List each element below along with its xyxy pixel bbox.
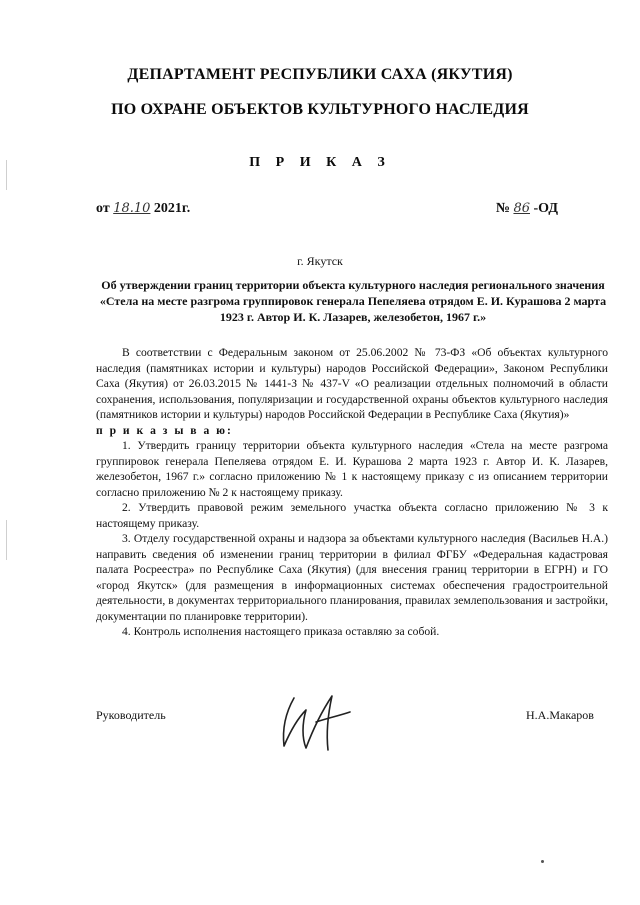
order-subject: Об утверждении границ территории объекта культурного наследия регионального значения «Стела на месте разгрома группировок генерала Пепеляева отрядом Е. И. Курашова 2 марта 1923 г. Автор И. К. Лазарев, железобетон, 1967 г.» <box>99 278 607 324</box>
date-prefix: от <box>96 201 110 216</box>
preamble-paragraph: В соответствии с Федеральным законом от 25.06.2002 № 73-ФЗ «Об объектах культурного наследия (памятниках истории и культуры) народов Российской Федерации», Законом Республики Саха (Якутия) от 26.03.2015 № 1441-З № 437-V «О реализации отдельных полномочий в области сохранения, использования, популяризации и государственной охраны объектов культурного наследия (памятников истории и культуры) народов Российской Федерации в Республике Саха (Якутия)» <box>96 346 608 421</box>
document-title: П Р И К А З <box>249 155 391 170</box>
item-2: 2. Утвердить правовой режим земельного участка объекта согласно приложению № 3 к настоящему приказу. <box>96 501 608 530</box>
signer-name: Н.А.Макаров <box>526 708 594 722</box>
date-handwritten: 18.10 <box>113 201 151 216</box>
item-4: 4. Контроль исполнения настоящего приказа оставляю за собой. <box>122 625 440 638</box>
handwritten-signature <box>272 688 362 754</box>
city: г. Якутск <box>297 254 343 268</box>
scan-edge-mark <box>6 520 7 560</box>
number-prefix: № <box>495 201 510 216</box>
item-1: 1. Утвердить границу территории объекта культурного наследия «Стела на месте разгрома группировок генерала Пепеляева отрядом Е. И. Курашова 2 марта 1923 г. Автор И. К. Лазарев, железобетон, 1967 г.» согласно приложению № 1 к настоящему приказу с из описанием территории согласно приложению № 2 к настоящему приказу. <box>96 439 608 499</box>
order-number <box>496 201 558 217</box>
command-word: п р и к а з ы в а ю: <box>96 423 233 437</box>
order-body <box>96 345 608 640</box>
item-3: 3. Отделу государственной охраны и надзора за объектами культурного наследия (Васильев Н.А.) направить сведения об изменении границ территории в филиал ФГБУ «Федеральная кадастровая палата Росреестра» по Республике Саха (Якутия) (для внесения границ территории в ЕГРН) и ГО «город Якутск» (для размещения в информационных системах обеспечения градостроительной деятельности, в документах территориального планирования, правилах землепользования и застройки, документации по планировке территории). <box>96 532 608 623</box>
number-handwritten: 86 <box>513 201 530 216</box>
scan-speck <box>541 860 544 863</box>
header-line-2: ПО ОХРАНЕ ОБЪЕКТОВ КУЛЬТУРНОГО НАСЛЕДИЯ <box>111 101 529 118</box>
signer-position: Руководитель <box>96 708 166 722</box>
order-date <box>96 201 190 217</box>
header-line-1: ДЕПАРТАМЕНТ РЕСПУБЛИКИ САХА (ЯКУТИЯ) <box>127 66 513 83</box>
number-suffix: -ОД <box>533 201 558 216</box>
date-year: 2021г. <box>153 201 191 216</box>
